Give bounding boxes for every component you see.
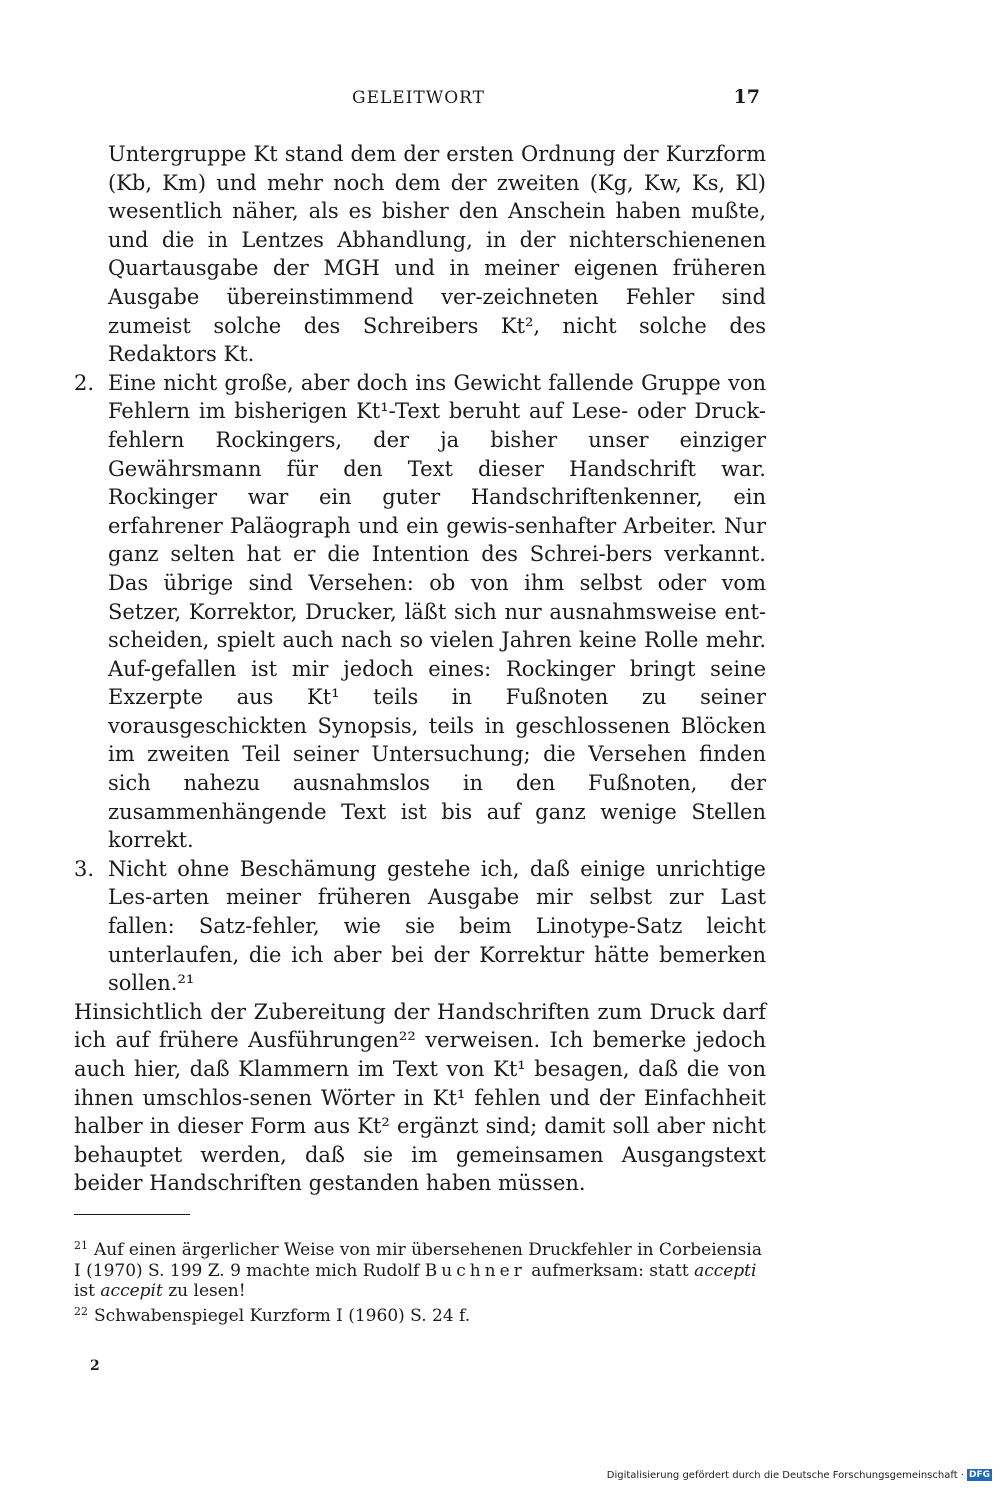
sheet-signature: 2 (90, 1358, 100, 1374)
footnote-22-text: Schwabenspiegel Kurzform I (1960) S. 24 f. (94, 1305, 471, 1326)
footnote-22 (74, 1302, 766, 1327)
digitization-credit (607, 1469, 992, 1481)
footnote-21-word-2: accepit (100, 1281, 163, 1301)
paragraph-continued: Untergruppe Kt stand dem der ersten Ordnung der Kurzform (Kb, Km) und mehr noch dem der zweiten (Kg, Kw, Ks, Kl) wesentlich näher, als es bisher den Anschein haben mußte, und die in Lentzes Abhandlung, in der nichterschienenen Quartausgabe der MGH und in meiner eigenen früheren Ausgabe übereinstimmend ver-zeichneten Fehler sind zumeist solche des Schreibers Kt², nicht solche des Redaktors Kt. (108, 142, 766, 367)
footnote-21 (74, 1236, 766, 1302)
list-marker-2: 2. (74, 370, 95, 395)
footnote-21-word-1: accepti (694, 1260, 757, 1281)
dfg-logo-icon: DFG (968, 1470, 990, 1480)
footnote-21-mark: 21 (74, 1239, 88, 1252)
paragraph-final: Hinsichtlich der Zubereitung der Handschriften zum Druck darf ich auf frühere Ausführungen²² verweisen. Ich bemerke jedoch auch hier, daß Klammern im Text von Kt¹ besagen, daß die von ihnen umschlos-senen Wörter in Kt¹ fehlen und der Einfachheit halber in dieser Form aus Kt² ergänzt sind; damit soll aber nicht behauptet werden, daß sie im gemeinsamen Ausgangstext beider Handschriften gestanden haben müssen. (74, 999, 766, 1196)
list-item-2-text: Eine nicht große, aber doch ins Gewicht fallende Gruppe von Fehlern im bisherigen Kt¹-Text beruht auf Lese- oder Druck-fehlern Rockingers, der ja bisher unser einziger Gewährsmann für den Text dieser Handschrift war. Rockinger war ein guter Handschriftenkenner, ein erfahrener Paläograph und ein gewis-senhafter Arbeiter. Nur ganz selten hat er die Intention des Schrei-bers verkannt. Das übrige sind Versehen: ob von ihm selbst oder vom Setzer, Korrektor, Drucker, läßt sich nur ausnahmsweise ent-scheiden, spielt auch nach so vielen Jahren keine Rolle mehr. Auf-gefallen ist mir jedoch eines: Rockinger bringt seine Exzerpte aus Kt¹ teils in Fußnoten zu seiner vorausgeschickten Synopsis, teils in geschlossenen Blöcken im zweiten Teil seiner Untersuchung; die Versehen finden sich nahezu ausnahmslos in den Fußnoten, der zusammenhängende Text ist bis auf ganz wenige Stellen korrekt. (108, 370, 766, 853)
footnote-21-text-2: aufmerksam: statt (525, 1260, 695, 1281)
list-item-3-text: Nicht ohne Beschämung gestehe ich, daß einige unrichtige Les-arten meiner früheren Ausgabe mir selbst zur Last fallen: Satz-fehler, wie sie beim Linotype-Satz leicht unterlaufen, die ich aber bei der Korrektur hätte bemerken sollen.²¹ (108, 856, 766, 996)
list-marker-3: 3. (74, 856, 95, 881)
list-item-2 (74, 369, 766, 855)
footnote-divider (74, 1214, 190, 1215)
running-title: GELEITWORT (352, 88, 485, 108)
footnotes (74, 1236, 766, 1326)
digitization-credit-text: Digitalisierung gefördert durch die Deutsche Forschungsgemeinschaft · (606, 1469, 964, 1481)
footnote-21-text-1: Auf einen ärgerlicher Weise von mir übersehenen Druckfehler in Corbeiensia I (1970) S. 199 Z. 9 machte mich Rudolf (74, 1240, 762, 1281)
body-text (74, 140, 766, 1198)
footnote-21-author: Buchner (424, 1260, 526, 1281)
footnote-21-text-4: zu lesen! (162, 1281, 246, 1301)
footnote-21-text-3: ist (74, 1281, 101, 1301)
page-number: 17 (733, 86, 760, 108)
footnote-22-mark: 22 (74, 1304, 88, 1318)
list-item-3 (74, 855, 766, 998)
